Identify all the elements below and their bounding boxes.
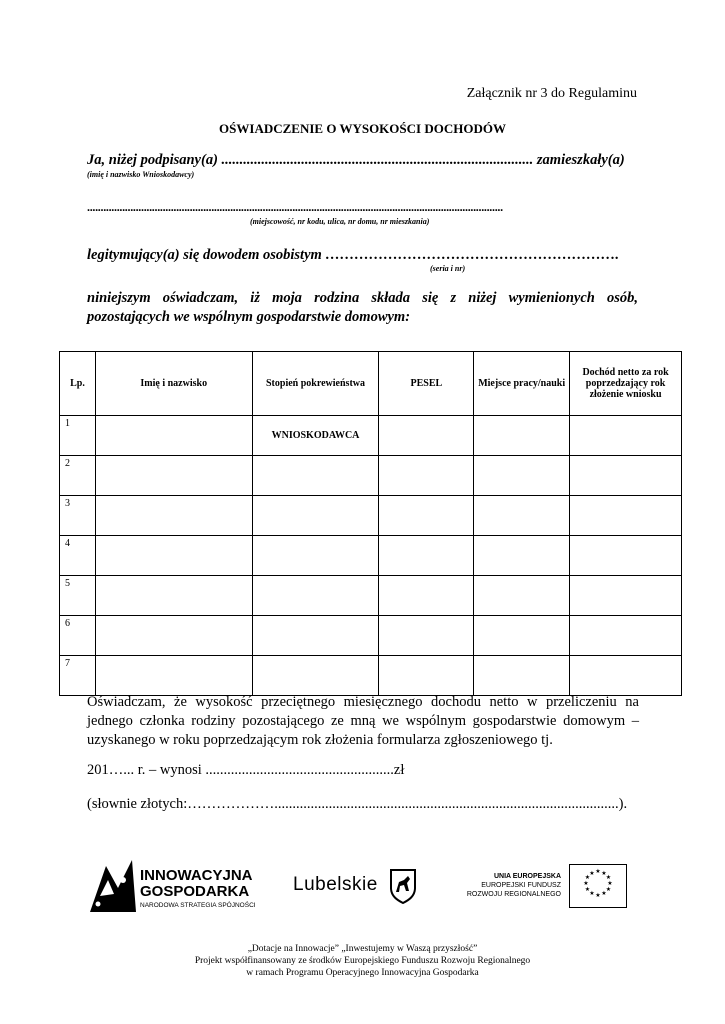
address-field[interactable]: .......................................................................................................................................................... xyxy=(87,200,503,214)
eu-flag-icon xyxy=(569,864,627,908)
applicant-name-line xyxy=(87,152,640,169)
cell-workplace[interactable] xyxy=(474,456,570,496)
cell-pesel[interactable] xyxy=(379,616,474,656)
cell-name[interactable] xyxy=(95,496,252,536)
row-number: 3 xyxy=(60,496,96,536)
cell-income[interactable] xyxy=(570,496,682,536)
ue-line2: EUROPEJSKI FUNDUSZ xyxy=(481,882,561,889)
family-declaration: niniejszym oświadczam, iż moja rodzina składa się z niżej wymienionych osób, pozostających we wspólnym gospodarstwie domowym: xyxy=(87,290,638,325)
eu-logo xyxy=(463,862,628,910)
applicant-name-caption: (imię i nazwisko Wnioskodawcy) xyxy=(87,170,195,179)
cell-name[interactable] xyxy=(95,656,252,696)
cell-pesel[interactable] xyxy=(379,656,474,696)
cell-name[interactable] xyxy=(95,616,252,656)
svg-text:★: ★ xyxy=(601,870,607,877)
cell-pesel[interactable] xyxy=(379,536,474,576)
cell-income[interactable] xyxy=(570,536,682,576)
cell-pesel[interactable] xyxy=(379,416,474,456)
cell-relationship[interactable] xyxy=(252,536,379,576)
id-card-label: legitymujący(a) się dowodem osobistym xyxy=(87,247,326,263)
cell-name[interactable] xyxy=(95,416,252,456)
svg-text:★: ★ xyxy=(605,886,612,893)
table-row xyxy=(60,656,682,696)
cell-pesel[interactable] xyxy=(379,496,474,536)
svg-text:★: ★ xyxy=(601,890,607,897)
cell-workplace[interactable] xyxy=(474,576,570,616)
cell-pesel[interactable] xyxy=(379,576,474,616)
row-number: 7 xyxy=(60,656,96,696)
lubelskie-wordmark: Lubelskie xyxy=(293,874,378,895)
lubelskie-logo xyxy=(293,866,423,906)
cell-income[interactable] xyxy=(570,456,682,496)
svg-text:★: ★ xyxy=(595,868,601,875)
amount-in-words-line[interactable]: (słownie złotych:………………...............................................................................................). xyxy=(87,796,628,812)
row-number: 5 xyxy=(60,576,96,616)
innowacyjna-gospodarka-logo xyxy=(88,858,278,914)
id-card-field[interactable]: ……………………………………………………. xyxy=(325,247,620,263)
id-card-caption: (seria i nr) xyxy=(430,264,466,273)
table-row xyxy=(60,456,682,496)
family-members-table xyxy=(59,351,682,696)
svg-text:★: ★ xyxy=(607,880,613,887)
document-title: OŚWIADCZENIE O WYSOKOŚCI DOCHODÓW xyxy=(219,121,506,136)
cell-workplace[interactable] xyxy=(474,616,570,656)
cell-relationship[interactable] xyxy=(252,656,379,696)
svg-text:★: ★ xyxy=(605,874,612,881)
header-lp: Lp. xyxy=(60,352,96,416)
cell-workplace[interactable] xyxy=(474,416,570,456)
cell-income[interactable] xyxy=(570,416,682,456)
header-workplace: Miejsce pracy/nauki xyxy=(474,352,570,416)
svg-text:★: ★ xyxy=(589,890,595,897)
table-row xyxy=(60,576,682,616)
table-row xyxy=(60,616,682,656)
ig-line1: INNOWACYJNA xyxy=(140,867,253,884)
svg-text:★: ★ xyxy=(584,874,591,881)
svg-text:★: ★ xyxy=(595,892,601,899)
header-pesel: PESEL xyxy=(379,352,474,416)
cell-workplace[interactable] xyxy=(474,656,570,696)
header-income: Dochód netto za rok poprzedzający rok złożenie wniosku xyxy=(570,352,682,416)
cell-relationship[interactable] xyxy=(252,616,379,656)
ue-line1: UNIA EUROPEJSKA xyxy=(493,873,561,880)
row-number: 2 xyxy=(60,456,96,496)
footer-line2: Projekt współfinansowany ze środków Europejskiego Funduszu Rozwoju Regionalnego xyxy=(194,956,531,966)
ig-line2: GOSPODARKA xyxy=(140,883,250,900)
footer-line1: „Dotacje na Innowacje” „Inwestujemy w Waszą przyszłość” xyxy=(247,944,478,954)
table-row xyxy=(60,496,682,536)
applicant-name-field[interactable]: ...................................................................................... xyxy=(221,152,534,168)
income-amount-line[interactable]: 201…... r. – wynosi ....................................................zł xyxy=(87,762,405,778)
ue-line3: ROZWOJU REGIONALNEGO xyxy=(466,891,561,898)
income-statement: Oświadczam, że wysokość przeciętnego miesięcznego dochodu netto w przeliczeniu na jednego członka rodziny pozostającego ze mną we wspólnym gospodarstwie domowym – uzyskanego w roku poprzedzającym rok złożenia formularza zgłoszeniowego tj. xyxy=(87,694,639,748)
cell-income[interactable] xyxy=(570,616,682,656)
header-relationship: Stopień pokrewieństwa xyxy=(252,352,379,416)
svg-text:★: ★ xyxy=(589,870,595,877)
lubelskie-shield-icon xyxy=(389,868,417,904)
applicant-name-prefix: Ja, niżej podpisany(a) xyxy=(87,152,222,168)
ig-emblem-icon xyxy=(88,858,138,914)
table-row xyxy=(60,536,682,576)
cell-name[interactable] xyxy=(95,456,252,496)
table-header-row xyxy=(60,352,682,416)
id-card-line xyxy=(87,247,640,264)
cell-income[interactable] xyxy=(570,576,682,616)
cell-name[interactable] xyxy=(95,576,252,616)
row-number: 4 xyxy=(60,536,96,576)
address-caption: (miejscowość, nr kodu, ulica, nr domu, nr mieszkania) xyxy=(250,217,430,226)
cell-relationship[interactable] xyxy=(252,576,379,616)
cell-workplace[interactable] xyxy=(474,536,570,576)
table-row xyxy=(60,416,682,456)
cell-pesel[interactable] xyxy=(379,456,474,496)
cell-relationship[interactable] xyxy=(252,456,379,496)
cell-name[interactable] xyxy=(95,536,252,576)
svg-text:★: ★ xyxy=(583,880,589,887)
cell-relationship-applicant: WNIOSKODAWCA xyxy=(252,416,379,456)
svg-text:★: ★ xyxy=(584,886,591,893)
footer xyxy=(0,943,725,979)
cell-relationship[interactable] xyxy=(252,496,379,536)
footer-line3: w ramach Programu Operacyjnego Innowacyjna Gospodarka xyxy=(246,968,479,978)
row-number: 1 xyxy=(60,416,96,456)
header-name: Imię i nazwisko xyxy=(95,352,252,416)
resident-label: zamieszkały(a) xyxy=(533,152,625,168)
cell-income[interactable] xyxy=(570,656,682,696)
annex-label: Załącznik nr 3 do Regulaminu xyxy=(466,86,637,101)
cell-workplace[interactable] xyxy=(474,496,570,536)
row-number: 6 xyxy=(60,616,96,656)
ig-line3: NARODOWA STRATEGIA SPÓJNOŚCI xyxy=(140,902,256,909)
